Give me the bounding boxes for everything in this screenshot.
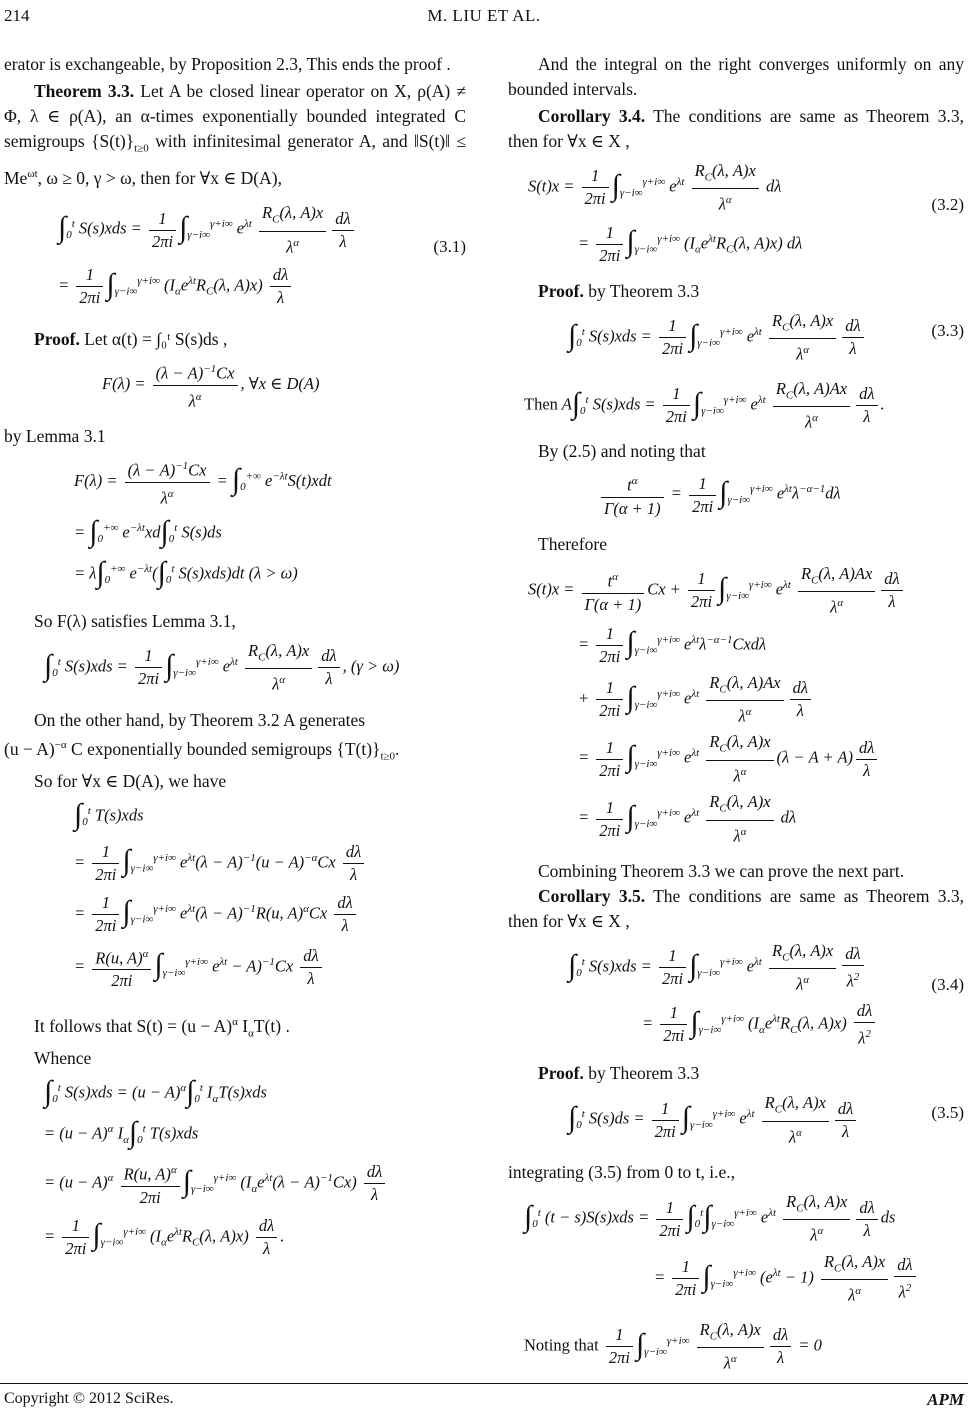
equation-gamma: $\frac{t^\alpha}{\Gamma(\alpha + 1)}$ = $\frac{1}{2\pi i}$ $\int_{\gamma-i\infty}^{\gamma+i\infty}$ $e^{\lambda t}\lambda^{-\alpha-1}d\lambda$ bbox=[508, 470, 964, 520]
equation-3-5: $\int_0^t$ S(s)ds = $\frac{1}{2\pi i}$ $\int_{\gamma-i\infty}^{\gamma+i\infty}$ $e^{\lambda t}$ $\frac{R_C(\lambda, A)x}{\lambda^\alpha}$ $\frac{d\lambda}{\lambda}$ (3.5) bbox=[568, 1093, 964, 1147]
proof-label: Proof. bbox=[538, 1063, 584, 1084]
equation-number: (3.3) bbox=[931, 320, 964, 340]
equation-lemma: F(λ) = $\frac{(\lambda - A)^{-1}Cx}{\lambda^\alpha}$ = $\int_0^{+\infty}$ $e^{-\lambda t}S(t)xdt$ = $\int_0^{+\infty}$ $e^{-\lambda t}xd\int_0^t$ S(s)ds = $\lambda\int_0^{+\infty}$ $e^{-\lambda t}(\int_0^t$ S(s)xds)dt (λ > ω) bbox=[74, 460, 332, 589]
corollary-3-5 bbox=[508, 884, 964, 934]
page-footer bbox=[0, 1383, 968, 1414]
follows-text-3: T(t) . bbox=[253, 1015, 290, 1036]
equation-3-4: $\int_0^t$ S(s)xds = $\frac{1}{2\pi i}$ $\int_{\gamma-i\infty}^{\gamma+i\infty}$ $e^{\lambda t}$ $\frac{R_C(\lambda, A)x}{\lambda^\alpha}$ $\frac{d\lambda}{\lambda^2}$ = $\frac{1}{2\pi i}$ $\int_{\gamma-i\infty}^{\gamma+i\infty}$ ($I_\alpha e^{\lambda t}R_C(\lambda$, A)x) $\frac{d\lambda}{\lambda^2}$ (3.4) bbox=[568, 941, 964, 1048]
integrating-text: integrating (3.5) from 0 to t, i.e., bbox=[508, 1162, 735, 1183]
proof-text: by Theorem 3.3 bbox=[588, 280, 700, 301]
equation-number: (3.2) bbox=[931, 195, 964, 214]
so-for-text: So for ∀x ∈ D(A), we have bbox=[34, 770, 227, 791]
journal-abbrev: APM bbox=[927, 1390, 964, 1409]
page-header bbox=[0, 0, 968, 34]
corollary-text: The conditions are same as Theorem 3.3, then for ∀x ∈ X , bbox=[508, 886, 964, 932]
equation-number: (3.4) bbox=[931, 975, 964, 995]
equation-number: (3.1) bbox=[433, 237, 466, 257]
equation-therefore: S(t)x = $\frac{t^\alpha}{\Gamma(\alpha + 1)}$ Cx + $\frac{1}{2\pi i}$ $\int_{\gamma-i\infty}^{\gamma+i\infty}$ $e^{\lambda t}$ $\frac{R_C(\lambda, A)Ax}{\lambda^\alpha}$ $\frac{d\lambda}{\lambda}$ = $\frac{1}{2\pi i}$ $\int_{\gamma-i\infty}^{\gamma+i\infty}$ $e^{\lambda t}\lambda^{-\alpha-1}Cxd\lambda$ + $\frac{1}{2\pi i}$ $\int_{\gamma-i\infty}^{\gamma+i\infty}$ $e^{\lambda t}$ $\frac{R_C(\lambda, A)Ax}{\lambda^\alpha}$ $\frac{d\lambda}{\lambda}$ = $\frac{1}{2\pi i}$ $\int_{\gamma-i\infty}^{\gamma+i\infty}$ $e^{\lambda t}$ $\frac{R_C(\lambda, A)x}{\lambda^\alpha}$ (λ − A + A) $\frac{d\lambda}{\lambda}$ = $\frac{1}{2\pi i}$ $\int_{\gamma-i\infty}^{\gamma+i\infty}$ $e^{\lambda t}$ $\frac{R_C(\lambda, A)x}{\lambda^\alpha}$ dλ bbox=[508, 563, 964, 847]
generates-text-2: C exponentially bounded semigroups {T(t)} bbox=[71, 738, 381, 759]
follows-line: It follows that $S(t) = (u - A)^\alpha$ $I_\alpha T(t)$ . bbox=[34, 1015, 290, 1040]
by-lemma-text: by Lemma 3.1 bbox=[4, 426, 106, 447]
corollary-text: The conditions are same as Theorem 3.3, then for ∀x ∈ X , bbox=[508, 106, 964, 151]
paragraph-continuation: erator is exchangeable, by Proposition 2.3, This ends the proof . bbox=[4, 54, 451, 74]
proof-3-5 bbox=[508, 1061, 964, 1086]
equation-3-3: $\int_0^t$ S(s)xds = $\frac{1}{2\pi i}$ $\int_{\gamma-i\infty}^{\gamma+i\infty}$ $e^{\lambda t}$ $\frac{R_C(\lambda, A)x}{\lambda^\alpha}$ $\frac{d\lambda}{\lambda}$ (3.3) bbox=[568, 310, 964, 364]
so-text: So F(λ) satisfies Lemma 3.1, bbox=[34, 610, 236, 631]
theorem-text-3: , ω ≥ 0, γ > ω, then for ∀x ∈ D(A), bbox=[37, 167, 282, 188]
whence-text: Whence bbox=[34, 1048, 92, 1069]
equation-noting: Noting that $\frac{1}{2\pi i}$ $\int_{\gamma-i\infty}^{\gamma+i\infty}$ $\frac{R_C(\lambda, A)x}{\lambda^\alpha}$ $\frac{d\lambda}{\lambda}$ = 0 bbox=[524, 1319, 822, 1373]
then-text: Then bbox=[524, 394, 558, 414]
theorem-label: Theorem 3.3. bbox=[34, 81, 135, 101]
equation-so: $\int_0^t$ S(s)xds = $\frac{1}{2\pi i}$ $\int_{\gamma-i\infty}^{\gamma+i\infty}$ $e^{\lambda t}$ $\frac{R_C(\lambda, A)x}{\lambda^\alpha}$ $\frac{d\lambda}{\lambda}$ , (γ > ω) bbox=[44, 640, 400, 694]
proof-label: Proof. bbox=[34, 329, 80, 350]
theorem-text-2: with infinitesimal generator A, and ‖S(t)‖ ≤ Me bbox=[4, 131, 467, 188]
equation-whence: $\int_0^t$ $S(s)xds = (u - A)^\alpha\int_0^t$ $I_\alpha T(s)xds$ = $(u - A)^\alpha$ $I_\alpha\int_0^t$ T(s)xds = $(u - A)^\alpha$ $\frac{R(u, A)^\alpha}{2\pi i}$ $\int_{\gamma-i\infty}^{\gamma+i\infty}$ $(I_\alpha e^{\lambda t}(\lambda - A)^{-1}Cx)$ $\frac{d\lambda}{\lambda}$ = $\frac{1}{2\pi i}$ $\int_{\gamma-i\infty}^{\gamma+i\infty}$ ($I_\alpha e^{\lambda t}R_C(\lambda$, A)x) $\frac{d\lambda}{\lambda}$ . bbox=[4, 1077, 466, 1259]
corollary-3-4 bbox=[508, 104, 964, 154]
corollary-label: Corollary 3.5. bbox=[538, 886, 646, 907]
proof-paragraph bbox=[4, 327, 466, 352]
generates-line: $(u - A)^{-\alpha}$ C exponentially bounded semigroups $\{T(t)\}_{t\ge 0}$. bbox=[4, 738, 400, 762]
theorem-text-1: Let A be closed linear operator on X, ρ(A) ≠ Φ, λ ∈ ρ(A), an α-times exponentially bounded integrated C semigroups {S(t)} bbox=[4, 81, 466, 151]
by-2-5-text: By (2.5) and noting that bbox=[538, 441, 706, 462]
equation-3-1: $\int_0^t$ S(s)xds = $\frac{1}{2\pi i}$ $\int_{\gamma-i\infty}^{\gamma+i\infty}$ $e^{\lambda t}$ $\frac{R_C(\lambda, A)x}{\lambda^\alpha}$ $\frac{d\lambda}{\lambda}$ = $\frac{1}{2\pi i}$ $\int_{\gamma-i\infty}^{\gamma+i\infty}$ ($I_\alpha e^{\lambda t}R_C(\lambda$, A)x) $\frac{d\lambda}{\lambda}$ (3.1) bbox=[58, 203, 466, 308]
equation-F-lambda: F(λ) = $\frac{(\lambda - A)^{-1}Cx}{\lambda^\alpha}$ , ∀x ∈ D(A) bbox=[102, 363, 320, 411]
right-column bbox=[508, 52, 964, 1375]
page-number: 214 bbox=[4, 6, 30, 25]
other-hand-text: On the other hand, by Theorem 3.2 A generates bbox=[34, 709, 366, 730]
right-paragraph-1: And the integral on the right converges uniformly on any bounded intervals. bbox=[508, 54, 964, 99]
left-column bbox=[4, 52, 466, 1260]
equation-number: (3.5) bbox=[931, 1103, 964, 1123]
generates-text: (u − A) bbox=[4, 738, 55, 759]
proof-3-3 bbox=[508, 279, 964, 304]
combining-text: Combining Theorem 3.3 we can prove the next part. bbox=[538, 861, 905, 882]
noting-text: Noting that bbox=[524, 1335, 599, 1355]
proof-text: by Theorem 3.3 bbox=[588, 1063, 700, 1084]
corollary-label: Corollary 3.4. bbox=[538, 106, 646, 126]
running-head: M. LIU ET AL. bbox=[427, 6, 541, 25]
follows-text: It follows that S(t) = (u − A) bbox=[34, 1015, 233, 1036]
equation-T: $\int_0^t$ T(s)xds = $\frac{1}{2\pi i}$ $\int_{\gamma-i\infty}^{\gamma+i\infty}$ $e^{\lambda t}(\lambda - A)^{-1}(u - A)^{-\alpha}Cx$ $\frac{d\lambda}{\lambda}$ = $\frac{1}{2\pi i}$ $\int_{\gamma-i\infty}^{\gamma+i\infty}$ $e^{\lambda t}(\lambda - A)^{-1}R(u$, A)$^\alpha$Cx $\frac{d\lambda}{\lambda}$ = $\frac{R(u, A)^\alpha}{2\pi i}$ $\int_{\gamma-i\infty}^{\gamma+i\infty}$ $e^{\lambda t} - A)^{-1}Cx$ $\frac{d\lambda}{\lambda}$ bbox=[4, 800, 466, 992]
therefore-text: Therefore bbox=[538, 533, 607, 554]
theorem-3-3: Theorem 3.3. Let A be closed linear operator on X, ρ(A) ≠ Φ, λ ∈ ρ(A), an α-times exponentially bounded integrated C semigroups $\{S(t)\}_{t\ge 0}$ with infinitesimal generator A, and ‖S(t)‖ ≤ $Me^{\omega t}$, ω ≥ 0, γ > ω, then for ∀x ∈ D(A), bbox=[4, 81, 467, 188]
equation-3-2: S(t)x = $\frac{1}{2\pi i}$ $\int_{\gamma-i\infty}^{\gamma+i\infty}$ $e^{\lambda t}$ $\frac{R_C(\lambda, A)x}{\lambda^\alpha}$ dλ = $\frac{1}{2\pi i}$ $\int_{\gamma-i\infty}^{\gamma+i\infty}$ ($I_\alpha e^{\lambda t}R_C(\lambda$, A)x) dλ (3.2) bbox=[528, 161, 964, 265]
equation-integrating: $\int_0^t$ (t − s)S(s)xds = $\frac{1}{2\pi i}$ $\int_0^t\int_{\gamma-i\infty}^{\gamma+i\infty}$ $e^{\lambda t}$ $\frac{R_C(\lambda, A)x}{\lambda^\alpha}$ $\frac{d\lambda}{\lambda}$ ds = $\frac{1}{2\pi i}$ $\int_{\gamma-i\infty}^{\gamma+i\infty}$ $(e^{\lambda t} - 1)$ $\frac{R_C(\lambda, A)x}{\lambda^\alpha}$ $\frac{d\lambda}{\lambda^2}$ bbox=[508, 1191, 964, 1307]
copyright: Copyright © 2012 SciRes. bbox=[4, 1390, 174, 1407]
follows-text-2: I bbox=[242, 1015, 249, 1036]
proof-label: Proof. bbox=[538, 280, 584, 301]
proof-text: Let α(t) = ∫₀ᵗ S(s)ds , bbox=[84, 329, 228, 350]
equation-then: Then $A\int_0^t$ S(s)xds = $\frac{1}{2\pi i}$ $\int_{\gamma-i\infty}^{\gamma+i\infty}$ $e^{\lambda t}$ $\frac{R_C(\lambda, A)Ax}{\lambda^\alpha}$ $\frac{d\lambda}{\lambda}$ . bbox=[524, 378, 885, 432]
